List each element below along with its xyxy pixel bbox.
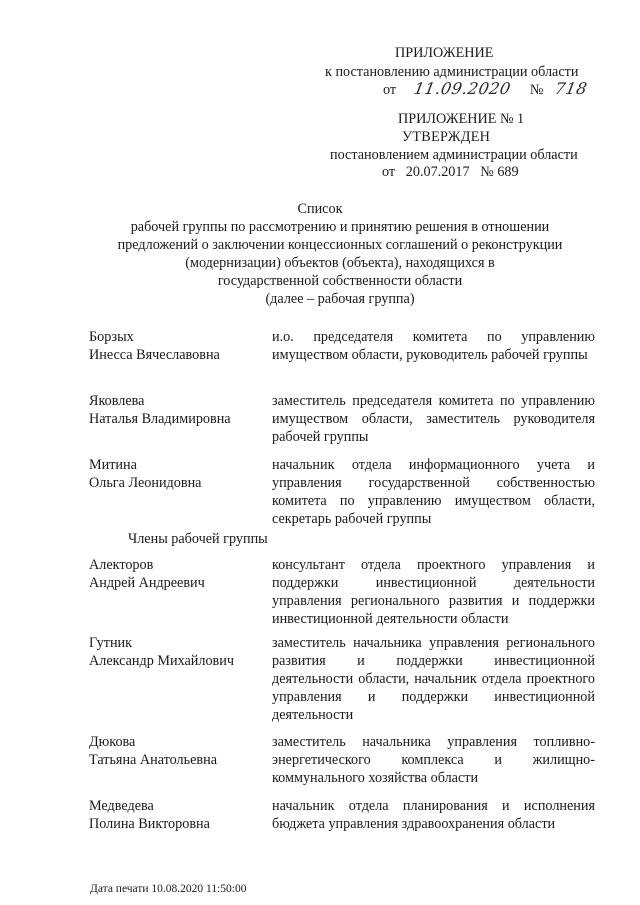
approved-date-line: от 20.07.2017 № 689: [382, 164, 519, 180]
member-role: заместитель начальника управления топливно-энергетического комплекса и жилищно-коммунального хозяйства области: [272, 734, 595, 786]
title-line: рабочей группы по рассмотрению и принятию решения в отношении: [130, 219, 550, 235]
handwritten-number: 718: [553, 79, 589, 98]
approved-by: постановлением администрации области: [330, 147, 578, 163]
member-role: заместитель председателя комитета по управлению имуществом области, заместитель руководителя рабочей группы: [272, 393, 595, 445]
member-given-name: Наталья Владимировна: [89, 411, 231, 427]
member-surname: Митина: [89, 457, 137, 473]
member-given-name: Андрей Андреевич: [89, 575, 205, 591]
member-name: [89, 797, 259, 833]
member-role: консультант отдела проектного управления и поддержки инвестиционной деятельности управления регионального развития и поддержки инвестиционной деятельности области: [272, 557, 595, 627]
appendix-reference: к постановлению администрации области: [325, 64, 579, 80]
member-role: заместитель начальника управления регионального развития и поддержки инвестиционной деятельности области, начальник отдела проектного управления и поддержки инвестиционной деятельности: [272, 635, 595, 723]
member-surname: Алекторов: [89, 557, 154, 573]
member-role: начальник отдела информационного учета и управления государственной собственностью комитета по управлению имуществом области, секретарь рабочей группы: [272, 457, 595, 527]
title-line: государственной собственности области: [217, 273, 463, 289]
member-role: и.о. председателя комитета по управлению имуществом области, руководитель рабочей группы: [272, 329, 595, 363]
title-line: (модернизации) объектов (объекта), находящихся в: [185, 255, 495, 271]
member-given-name: Ольга Леонидовна: [89, 475, 202, 491]
member-name: [89, 456, 259, 492]
appendix-title: ПРИЛОЖЕНИЕ: [395, 45, 494, 61]
member-given-name: Инесса Вячеславовна: [89, 347, 220, 363]
print-date: Дата печати 10.08.2020 11:50:00: [90, 883, 247, 895]
member-surname: Борзых: [89, 329, 134, 345]
member-surname: Гутник: [89, 635, 133, 651]
members-heading: Члены рабочей группы: [128, 531, 268, 547]
member-surname: Медведева: [89, 798, 154, 814]
member-name: [89, 392, 259, 428]
member-surname: Яковлева: [89, 393, 145, 409]
appendix-date-line: [383, 80, 587, 99]
number-sign: №: [529, 82, 544, 98]
title-line: предложений о заключении концессионных соглашений о реконструкции: [117, 237, 563, 253]
member-given-name: Татьяна Анатольевна: [89, 752, 217, 768]
member-name: [89, 328, 259, 364]
appendix1-title: ПРИЛОЖЕНИЕ № 1: [398, 111, 525, 127]
handwritten-date: 11.09.2020: [412, 79, 513, 98]
member-given-name: Полина Викторовна: [89, 816, 210, 832]
member-given-name: Александр Михайлович: [89, 653, 234, 669]
list-title: Список: [297, 201, 343, 217]
member-name: [89, 733, 259, 769]
member-name: [89, 634, 259, 670]
member-name: [89, 556, 259, 592]
approved-label: УТВЕРЖДЕН: [402, 129, 491, 145]
title-line: (далее – рабочая группа): [265, 291, 415, 307]
date-prefix: от: [383, 82, 397, 98]
member-role: начальник отдела планирования и исполнения бюджета управления здравоохранения области: [272, 798, 595, 832]
member-surname: Дюкова: [89, 734, 136, 750]
